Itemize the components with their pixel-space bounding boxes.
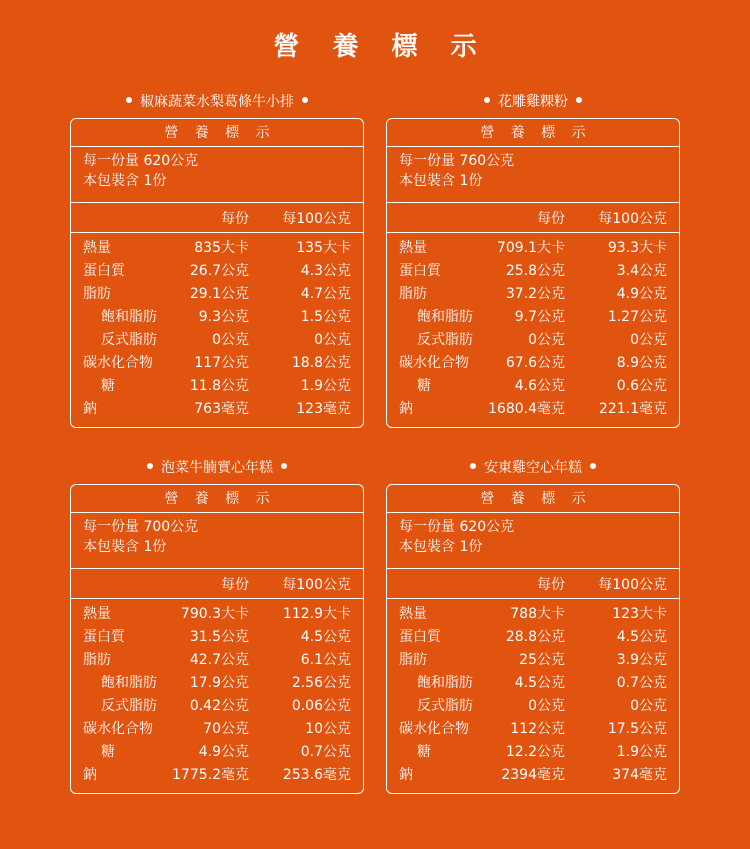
nutrient-row [71, 672, 363, 695]
nutrient-row [71, 398, 363, 421]
bullet-dot-icon [302, 97, 308, 103]
value-per-100g: 1.27公克 [607, 309, 667, 325]
bullet-dot-icon [147, 463, 153, 469]
value-per-serving: 31.5公克 [189, 629, 249, 645]
bullet-dot-icon [576, 97, 582, 103]
nutrient-row [387, 352, 679, 375]
nutrient-row [387, 741, 679, 764]
nutrient-name: 糖 [101, 744, 115, 760]
value-per-100g: 221.1毫克 [598, 401, 667, 417]
value-per-100g: 253.6毫克 [282, 767, 351, 783]
nutrient-name: 反式脂肪 [417, 698, 473, 714]
product-heading [70, 458, 364, 478]
nutrient-name: 鈉 [399, 767, 413, 783]
bullet-dot-icon [470, 463, 476, 469]
nutrient-row [387, 695, 679, 718]
nutrient-name: 飽和脂肪 [417, 675, 473, 691]
nutrient-name: 蛋白質 [83, 263, 125, 279]
nutrient-row [71, 283, 363, 306]
nutrient-name: 碳水化合物 [83, 721, 153, 737]
nutrient-name: 鈉 [83, 767, 97, 783]
bullet-dot-icon [281, 463, 287, 469]
column-header-per-100g: 每100公克 [282, 211, 351, 227]
nutrient-row [71, 626, 363, 649]
value-per-serving: 835大卡 [194, 240, 249, 256]
value-per-serving: 25.8公克 [505, 263, 565, 279]
bullet-dot-icon [484, 97, 490, 103]
value-per-serving: 26.7公克 [189, 263, 249, 279]
nutrient-row [387, 649, 679, 672]
column-header-per-serving: 每份 [537, 211, 565, 227]
column-header-per-100g: 每100公克 [598, 577, 667, 593]
value-per-serving: 25公克 [519, 652, 565, 668]
nutrient-row [387, 672, 679, 695]
value-per-100g: 10公克 [305, 721, 351, 737]
nutrient-row [71, 741, 363, 764]
nutrient-name: 熱量 [83, 606, 111, 622]
value-per-serving: 11.8公克 [189, 378, 249, 394]
nutrient-name: 熱量 [399, 240, 427, 256]
nutrient-rows [387, 599, 679, 793]
nutrient-row [387, 329, 679, 352]
serving-info [387, 147, 679, 203]
value-per-serving: 37.2公克 [505, 286, 565, 302]
nutrient-name: 糖 [417, 378, 431, 394]
product-name: 椒麻蔬菜水梨葛條牛小排 [140, 94, 294, 110]
value-per-serving: 788大卡 [510, 606, 565, 622]
bullet-dot-icon [590, 463, 596, 469]
column-header-per-serving: 每份 [537, 577, 565, 593]
value-per-100g: 123毫克 [296, 401, 351, 417]
value-per-100g: 6.1公克 [300, 652, 351, 668]
value-per-100g: 0.7公克 [616, 675, 667, 691]
value-per-serving: 112公克 [510, 721, 565, 737]
serving-info [71, 147, 363, 203]
value-per-100g: 4.9公克 [616, 286, 667, 302]
nutrient-row [71, 764, 363, 787]
nutrient-row [71, 718, 363, 741]
nutrient-name: 脂肪 [399, 652, 427, 668]
nutrient-name: 脂肪 [399, 286, 427, 302]
nutrient-row [387, 306, 679, 329]
value-per-serving: 28.8公克 [505, 629, 565, 645]
value-per-serving: 17.9公克 [189, 675, 249, 691]
bullet-dot-icon [126, 97, 132, 103]
product-name: 泡菜牛腩實心年糕 [161, 460, 273, 476]
nutrient-name: 鈉 [399, 401, 413, 417]
value-per-100g: 0公克 [630, 332, 667, 348]
value-per-serving: 9.7公克 [514, 309, 565, 325]
nutrient-row [387, 283, 679, 306]
nutrient-name: 反式脂肪 [417, 332, 473, 348]
value-per-serving: 0.42公克 [189, 698, 249, 714]
value-per-serving: 4.5公克 [514, 675, 565, 691]
nutrient-name: 碳水化合物 [399, 355, 469, 371]
value-per-100g: 1.5公克 [300, 309, 351, 325]
product-name: 花雕雞粿粉 [498, 94, 568, 110]
nutrient-row [387, 626, 679, 649]
label-title: 營 養 標 示 [387, 119, 679, 147]
product-heading [70, 92, 364, 112]
value-per-serving: 67.6公克 [505, 355, 565, 371]
value-per-100g: 3.9公克 [616, 652, 667, 668]
value-per-100g: 93.3大卡 [607, 240, 667, 256]
servings-per-package: 本包裝含 1份 [83, 539, 167, 555]
value-per-100g: 4.3公克 [300, 263, 351, 279]
nutrition-label-box [70, 484, 364, 794]
value-per-100g: 374毫克 [612, 767, 667, 783]
nutrition-label-box [70, 118, 364, 428]
nutrient-row [71, 375, 363, 398]
servings-per-package: 本包裝含 1份 [399, 173, 483, 189]
label-title: 營 養 標 示 [71, 119, 363, 147]
nutrient-name: 碳水化合物 [83, 355, 153, 371]
value-per-serving: 4.6公克 [514, 378, 565, 394]
nutrient-name: 糖 [417, 744, 431, 760]
nutrient-row [387, 237, 679, 260]
value-per-serving: 4.9公克 [198, 744, 249, 760]
value-per-100g: 8.9公克 [616, 355, 667, 371]
value-per-serving: 1775.2毫克 [172, 767, 249, 783]
value-per-serving: 0公克 [528, 332, 565, 348]
nutrient-row [387, 718, 679, 741]
nutrient-name: 反式脂肪 [101, 332, 157, 348]
column-headers [71, 569, 363, 599]
serving-size: 每一份量 700公克 [83, 519, 199, 535]
nutrient-name: 飽和脂肪 [417, 309, 473, 325]
nutrition-label-box [386, 484, 680, 794]
value-per-100g: 135大卡 [296, 240, 351, 256]
nutrient-name: 飽和脂肪 [101, 309, 157, 325]
value-per-serving: 763毫克 [194, 401, 249, 417]
value-per-serving: 709.1大卡 [496, 240, 565, 256]
serving-size: 每一份量 620公克 [399, 519, 515, 535]
value-per-serving: 12.2公克 [505, 744, 565, 760]
nutrient-name: 脂肪 [83, 652, 111, 668]
nutrient-row [71, 329, 363, 352]
column-headers [387, 203, 679, 233]
value-per-serving: 29.1公克 [189, 286, 249, 302]
nutrient-row [71, 695, 363, 718]
nutrient-row [71, 649, 363, 672]
nutrient-rows [387, 233, 679, 427]
column-header-per-serving: 每份 [221, 577, 249, 593]
nutrient-row [387, 398, 679, 421]
value-per-serving: 2394毫克 [501, 767, 565, 783]
nutrient-row [387, 260, 679, 283]
page-title: 營 養 標 示 [273, 32, 489, 62]
servings-per-package: 本包裝含 1份 [83, 173, 167, 189]
nutrient-name: 熱量 [399, 606, 427, 622]
value-per-100g: 0.7公克 [300, 744, 351, 760]
value-per-100g: 1.9公克 [616, 744, 667, 760]
nutrient-row [387, 764, 679, 787]
value-per-100g: 0公克 [630, 698, 667, 714]
nutrient-name: 碳水化合物 [399, 721, 469, 737]
value-per-serving: 790.3大卡 [180, 606, 249, 622]
value-per-serving: 117公克 [194, 355, 249, 371]
nutrient-name: 鈉 [83, 401, 97, 417]
product-name: 安東雞空心年糕 [484, 460, 582, 476]
value-per-100g: 4.5公克 [300, 629, 351, 645]
nutrient-row [71, 603, 363, 626]
value-per-serving: 1680.4毫克 [488, 401, 565, 417]
nutrient-rows [71, 233, 363, 427]
value-per-100g: 3.4公克 [616, 263, 667, 279]
value-per-serving: 9.3公克 [198, 309, 249, 325]
serving-info [387, 513, 679, 569]
value-per-100g: 18.8公克 [291, 355, 351, 371]
serving-size: 每一份量 760公克 [399, 153, 515, 169]
servings-per-package: 本包裝含 1份 [399, 539, 483, 555]
nutrient-name: 脂肪 [83, 286, 111, 302]
nutrient-name: 糖 [101, 378, 115, 394]
label-title: 營 養 標 示 [387, 485, 679, 513]
nutrient-row [71, 306, 363, 329]
value-per-serving: 0公克 [528, 698, 565, 714]
label-title: 營 養 標 示 [71, 485, 363, 513]
column-header-per-100g: 每100公克 [282, 577, 351, 593]
value-per-100g: 0.06公克 [291, 698, 351, 714]
value-per-100g: 4.5公克 [616, 629, 667, 645]
nutrient-row [387, 603, 679, 626]
value-per-serving: 70公克 [203, 721, 249, 737]
nutrient-name: 蛋白質 [399, 263, 441, 279]
nutrient-row [387, 375, 679, 398]
value-per-100g: 1.9公克 [300, 378, 351, 394]
nutrient-row [71, 237, 363, 260]
nutrient-row [71, 352, 363, 375]
nutrient-name: 蛋白質 [399, 629, 441, 645]
column-header-per-100g: 每100公克 [598, 211, 667, 227]
nutrient-rows [71, 599, 363, 793]
value-per-100g: 17.5公克 [607, 721, 667, 737]
serving-size: 每一份量 620公克 [83, 153, 199, 169]
nutrient-row [71, 260, 363, 283]
value-per-100g: 112.9大卡 [282, 606, 351, 622]
nutrient-name: 蛋白質 [83, 629, 125, 645]
column-headers [71, 203, 363, 233]
value-per-100g: 2.56公克 [291, 675, 351, 691]
value-per-100g: 0公克 [314, 332, 351, 348]
value-per-100g: 4.7公克 [300, 286, 351, 302]
column-header-per-serving: 每份 [221, 211, 249, 227]
product-heading [386, 92, 680, 112]
value-per-100g: 123大卡 [612, 606, 667, 622]
value-per-serving: 42.7公克 [189, 652, 249, 668]
value-per-serving: 0公克 [212, 332, 249, 348]
nutrient-name: 飽和脂肪 [101, 675, 157, 691]
serving-info [71, 513, 363, 569]
nutrition-label-box [386, 118, 680, 428]
nutrient-name: 反式脂肪 [101, 698, 157, 714]
value-per-100g: 0.6公克 [616, 378, 667, 394]
nutrient-name: 熱量 [83, 240, 111, 256]
column-headers [387, 569, 679, 599]
product-heading [386, 458, 680, 478]
